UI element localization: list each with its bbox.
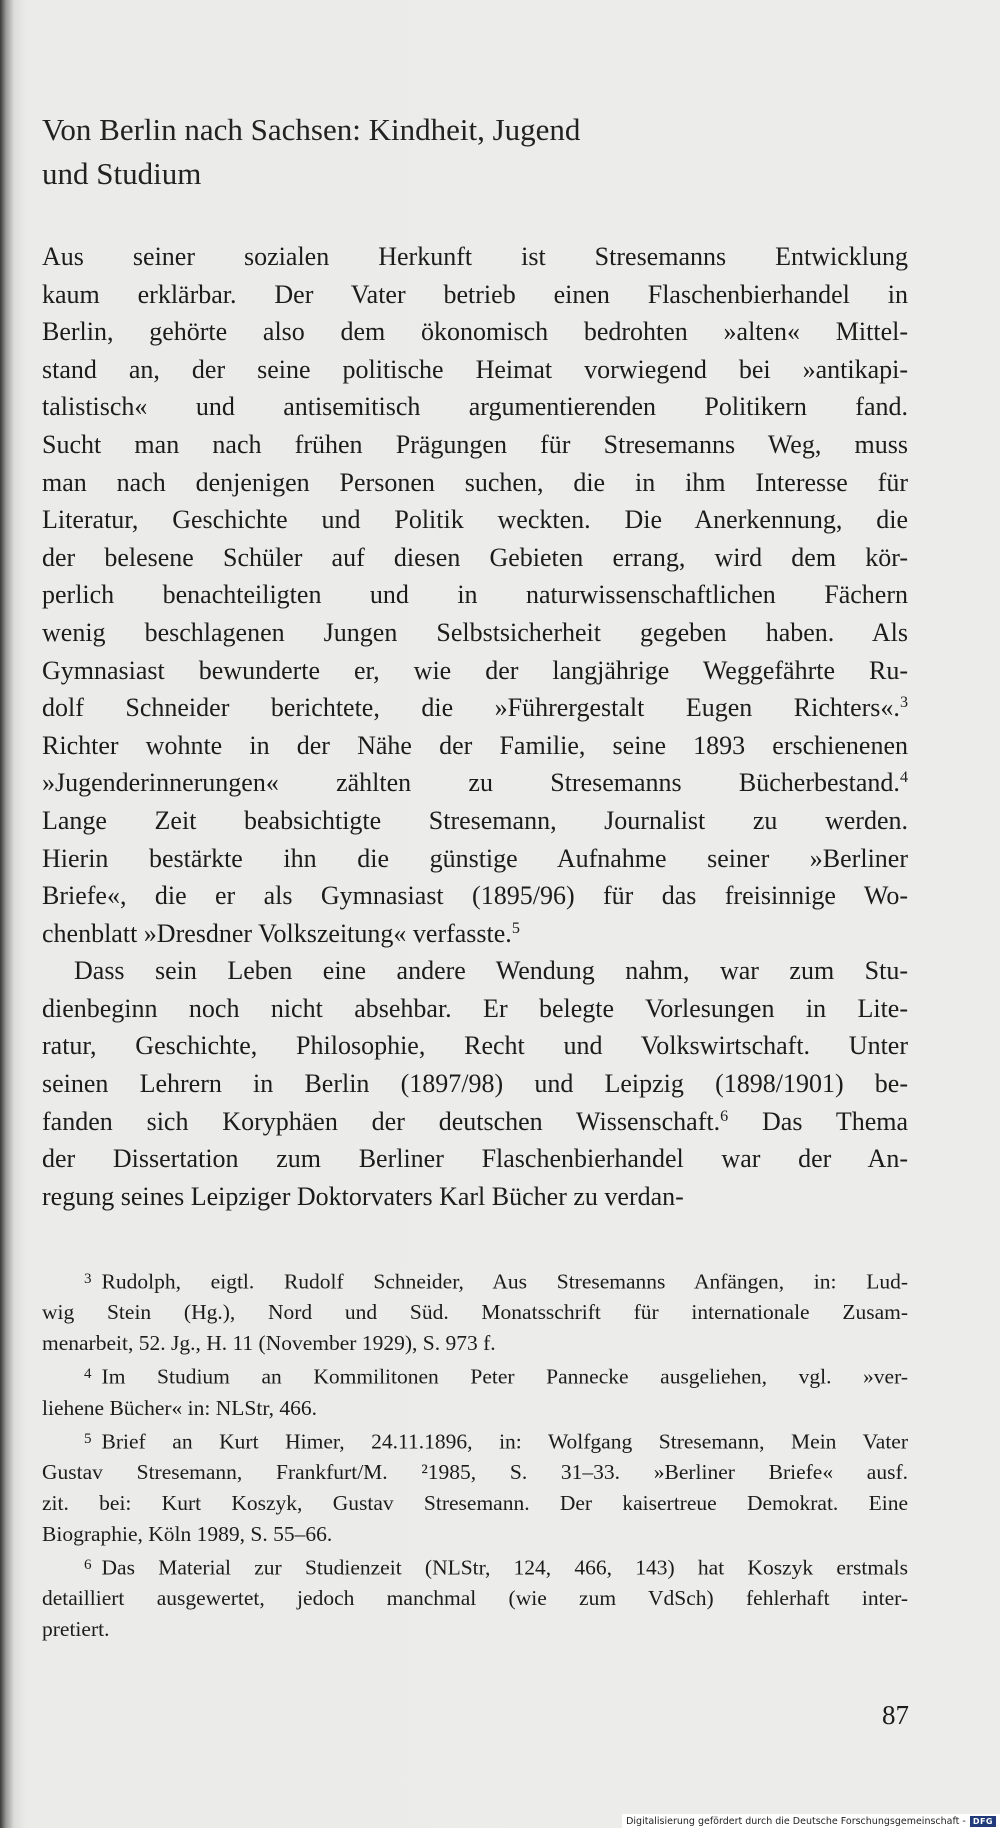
- text-line-content: der belesene Schüler auf diesen Gebieten errang, wird dem kör-: [42, 542, 908, 572]
- footnote-line: [42, 1424, 908, 1457]
- footnote-number: 5: [84, 1430, 92, 1447]
- text-line: [42, 764, 908, 802]
- digitization-footer: [622, 1814, 1000, 1828]
- footnote-line-content: Brief an Kurt Himer, 24.11.1896, in: Wolfgang Stresemann, Mein Vater: [101, 1428, 908, 1453]
- text-line: [42, 915, 908, 953]
- text-line: [42, 689, 908, 727]
- footnote-number: 6: [84, 1556, 92, 1573]
- text-line-content: dienbeginn noch nicht absehbar. Er belegte Vorlesungen in Lite-: [42, 993, 908, 1023]
- text-line-content: dolf Schneider berichtete, die »Führergestalt Eugen Richters«.: [42, 693, 900, 723]
- footnote-number: 4: [84, 1366, 92, 1383]
- chapter-title-line: Von Berlin nach Sachsen: Kindheit, Jugend: [42, 112, 581, 147]
- footnote-ref: 5: [511, 919, 520, 937]
- text-line-content: Berlin, gehörte also dem ökonomisch bedrohten »alten« Mittel-: [42, 317, 908, 347]
- footnote-line: [42, 1264, 908, 1297]
- footnote-line: [42, 1393, 908, 1424]
- text-line: [42, 576, 908, 614]
- text-line: [42, 426, 908, 464]
- text-line: [42, 1140, 908, 1178]
- chapter-title: [42, 108, 908, 196]
- text-line: [42, 652, 908, 690]
- text-line-content: kaum erklärbar. Der Vater betrieb einen Flaschenbierhandel in: [42, 279, 908, 309]
- footer-text: Digitalisierung gefördert durch die Deutsche Forschungsgemeinschaft -: [626, 1815, 966, 1827]
- text-line: [42, 388, 908, 426]
- text-line-content: regung seines Leipziger Doktorvaters Karl Bücher zu verdan-: [42, 1181, 684, 1211]
- text-line-content: Richter wohnte in der Nähe der Familie, seine 1893 erschienenen: [42, 730, 908, 760]
- page-number: 87: [882, 1700, 909, 1730]
- text-line-content: Briefe«, die er als Gymnasiast (1895/96) für das freisinnige Wo-: [42, 881, 908, 911]
- text-line: [42, 464, 908, 502]
- paragraph-1: [42, 238, 908, 952]
- text-line-content: Dass sein Leben eine andere Wendung nahm, war zum Stu-: [74, 956, 908, 986]
- footnote-line: [42, 1328, 908, 1359]
- footnote-line: [42, 1359, 908, 1392]
- footnote-ref: 4: [899, 769, 908, 787]
- text-line: [42, 276, 908, 314]
- text-line-content: man nach denjenigen Personen suchen, die in ihm Interesse für: [42, 467, 908, 497]
- footnote-line-content: Rudolph, eigtl. Rudolf Schneider, Aus Stresemanns Anfängen, in: Lud-: [101, 1269, 908, 1294]
- text-line: [42, 802, 908, 840]
- text-line: [42, 952, 908, 990]
- footnote-line: [42, 1519, 908, 1550]
- text-line: [42, 238, 908, 276]
- footnote: [42, 1550, 908, 1645]
- text-line-content: perlich benachteiligten und in naturwissenschaftlichen Fächern: [42, 580, 908, 610]
- text-line-content: seinen Lehrern in Berlin (1897/98) und Leipzig (1898/1901) be-: [42, 1069, 908, 1099]
- footnote-line-content: detailliert ausgewertet, jedoch manchmal (wie zum VdSch) fehlerhaft inter-: [42, 1586, 908, 1611]
- text-line-content: der Dissertation zum Berliner Flaschenbierhandel war der An-: [42, 1144, 908, 1174]
- chapter-title-line: und Studium: [42, 156, 202, 191]
- footnote-line-content: wig Stein (Hg.), Nord und Süd. Monatsschrift für internationale Zusam-: [42, 1300, 908, 1325]
- text-line-content: »Jugenderinnerungen« zählten zu Stresemanns Bücherbestand.: [42, 768, 900, 798]
- footnote-line: [42, 1488, 908, 1519]
- text-line-content: stand an, der seine politische Heimat vorwiegend bei »antikapi-: [42, 354, 908, 384]
- text-line: [42, 1178, 908, 1216]
- text-line: [42, 614, 908, 652]
- text-line: [42, 539, 908, 577]
- text-line: [42, 351, 908, 389]
- text-line-content: ratur, Geschichte, Philosophie, Recht und Volkswirtschaft. Unter: [42, 1031, 908, 1061]
- footnote-line: [42, 1550, 908, 1583]
- footnote-line-content: Im Studium an Kommilitonen Peter Pannecke ausgeliehen, vgl. »ver-: [101, 1364, 908, 1389]
- text-line: [42, 727, 908, 765]
- footnote-line: [42, 1614, 908, 1645]
- text-line: [42, 1027, 908, 1065]
- footnote-line-content: pretiert.: [42, 1617, 110, 1642]
- text-line-content: Lange Zeit beabsichtigte Stresemann, Journalist zu werden.: [42, 805, 908, 835]
- footnote-line-content: zit. bei: Kurt Koszyk, Gustav Stresemann. Der kaisertreue Demokrat. Eine: [42, 1490, 908, 1515]
- footnote-line-content: Das Material zur Studienzeit (NLStr, 124, 466, 143) hat Koszyk erstmals: [101, 1555, 908, 1580]
- text-line-content: fanden sich Koryphäen der deutschen Wissenschaft.: [42, 1106, 721, 1136]
- text-line: [42, 1103, 908, 1141]
- footnote: [42, 1264, 908, 1359]
- footnote-line: [42, 1457, 908, 1488]
- text-line-content: Literatur, Geschichte und Politik weckten. Die Anerkennung, die: [42, 505, 908, 535]
- text-line: [42, 313, 908, 351]
- footnote-line: [42, 1583, 908, 1614]
- text-line-content: chenblatt »Dresdner Volkszeitung« verfasste.: [42, 918, 512, 948]
- text-line: [42, 877, 908, 915]
- text-line: [42, 990, 908, 1028]
- footnote: [42, 1359, 908, 1423]
- text-line-content: wenig beschlagenen Jungen Selbstsicherheit gegeben haben. Als: [42, 617, 908, 647]
- footnote-line-content: Gustav Stresemann, Frankfurt/M. ²1985, S. 31–33. »Berliner Briefe« ausf.: [42, 1459, 908, 1484]
- dfg-logo: DFG: [970, 1816, 996, 1827]
- footnote-line-content: menarbeit, 52. Jg., H. 11 (November 1929), S. 973 f.: [42, 1331, 496, 1356]
- footnote-line: [42, 1297, 908, 1328]
- text-line-content: Gymnasiast bewunderte er, wie der langjährige Weggefährte Ru-: [42, 655, 908, 685]
- text-line-content: Aus seiner sozialen Herkunft ist Stresemanns Entwicklung: [42, 242, 908, 271]
- text-line: [42, 501, 908, 539]
- footnote-line-content: liehene Bücher« in: NLStr, 466.: [42, 1395, 317, 1420]
- page-content: [42, 108, 908, 1215]
- text-line-content: Das Thema: [728, 1106, 909, 1136]
- footnote-number: 3: [84, 1271, 92, 1287]
- body-text: [42, 238, 908, 1215]
- footnote-ref: 6: [720, 1107, 729, 1125]
- text-line-content: Sucht man nach frühen Prägungen für Stresemanns Weg, muss: [42, 429, 908, 459]
- text-line-content: talistisch« und antisemitisch argumentierenden Politikern fand.: [42, 392, 908, 422]
- text-line: [42, 840, 908, 878]
- footnote-line-content: Biographie, Köln 1989, S. 55–66.: [42, 1521, 333, 1546]
- text-line: [42, 1065, 908, 1103]
- footnote: [42, 1424, 908, 1550]
- paragraph-2: [42, 952, 908, 1215]
- footnote-ref: 3: [899, 694, 908, 712]
- text-line-content: Hierin bestärkte ihn die günstige Aufnahme seiner »Berliner: [42, 843, 908, 873]
- footnotes: [42, 1264, 908, 1645]
